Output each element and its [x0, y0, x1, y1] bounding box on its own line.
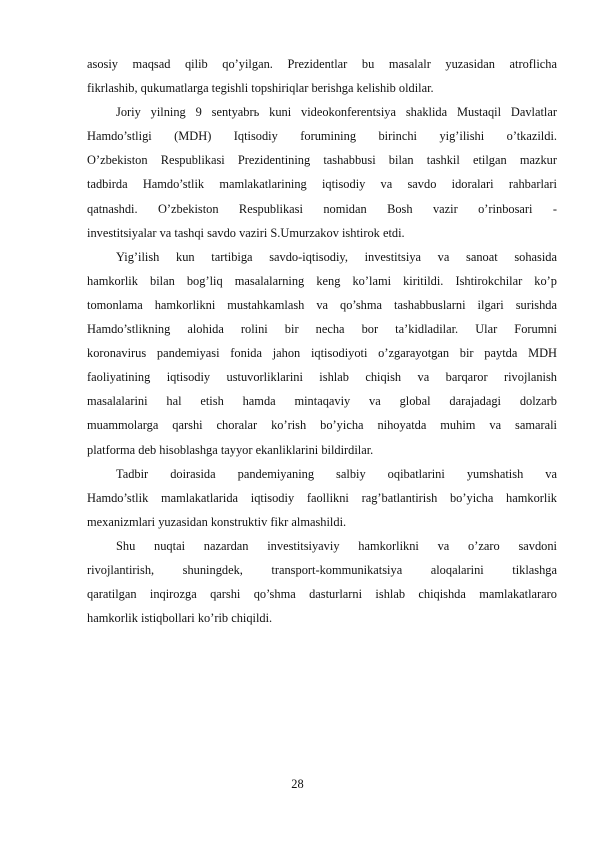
text-line: mexanizmlari yuzasidan konstruktiv fikr almashildi. — [87, 514, 347, 529]
paragraph-3 — [87, 245, 557, 462]
text-line: tomonlama hamkorlikni mustahkamlash va qo’shma tashabbuslarni ilgari surishda — [87, 297, 557, 312]
text-line: Hamdo’stlik mamlakatlarida iqtisodiy faollikni rag’batlantirish bo’yicha hamkorlik — [87, 490, 557, 505]
text-line: muammolarga qarshi choralar ko’rish bo’yicha nihoyatda muhim va samarali — [87, 418, 557, 433]
text-line: Tadbir doirasida pandemiyaning salbiy oqibatlarini yumshatish va — [116, 466, 557, 481]
text-line: qatnashdi. O’zbekiston Respublikasi nomidan Bosh vazir o’rinbosari - — [87, 201, 557, 216]
text-line: Hamdo’stligi (MDH) Iqtisodiy forumining birinchi yig’ilishi o’tkazildi. — [87, 129, 557, 144]
text-line: hamkorlik bilan bog’liq masalalarning keng ko’lami kiritildi. Ishtirokchilar ko’p — [87, 273, 557, 288]
text-line: fikrlashib, qukumatlarga tegishli topshiriqlar berishga kelishib oldilar. — [87, 81, 434, 96]
paragraph-1 — [87, 52, 557, 100]
text-line: Joriy yilning 9 sentyabrь kuni videokonferentsiya shaklida Mustaqil Davlatlar — [116, 105, 557, 120]
text-line: rivojlantirish, shuningdek, transport-kommunikatsiya aloqalarini tiklashga — [87, 562, 557, 577]
text-line: O’zbekiston Respublikasi Prezidentining tashabbusi bilan tashkil etilgan mazkur — [87, 153, 557, 168]
page-number: 28 — [291, 777, 304, 791]
text-line: hamkorlik istiqbollari ko’rib chiqildi. — [87, 611, 273, 626]
text-line: platforma deb hisoblashga tayyor ekanliklarini bildirdilar. — [87, 442, 374, 457]
text-line: Yig’ilish kun tartibiga savdo-iqtisodiy, investitsiya va sanoat sohasida — [116, 249, 557, 264]
paragraph-2 — [87, 100, 557, 245]
paragraph-5 — [87, 534, 557, 630]
paragraph-4 — [87, 462, 557, 534]
text-line: asosiy maqsad qilib qo’yilgan. Prezidentlar bu masalalr yuzasidan atroflicha — [87, 57, 557, 71]
text-line: Hamdo’stlikning alohida rolini bir necha bor ta’kidladilar. Ular Forumni — [87, 322, 557, 337]
text-line: tadbirda Hamdo’stlik mamlakatlarining iqtisodiy va savdo idoralari rahbarlari — [87, 177, 557, 192]
text-line: faoliyatining iqtisodiy ustuvorliklarini ishlab chiqish va barqaror rivojlanish — [87, 370, 557, 385]
text-line: masalalarini hal etish hamda mintaqaviy va global darajadagi dolzarb — [87, 394, 557, 409]
document-body — [87, 52, 557, 630]
text-line: Shu nuqtai nazardan investitsiyaviy hamkorlikni va o’zaro savdoni — [116, 538, 557, 553]
text-line: koronavirus pandemiyasi fonida jahon iqtisodiyoti o’zgarayotgan bir paytda MDH — [87, 346, 557, 361]
text-line: investitsiyalar va tashqi savdo vaziri S.Umurzakov ishtirok etdi. — [87, 225, 405, 240]
text-line: qaratilgan inqirozga qarshi qo’shma dasturlarni ishlab chiqishda mamlakatlararo — [87, 587, 557, 602]
